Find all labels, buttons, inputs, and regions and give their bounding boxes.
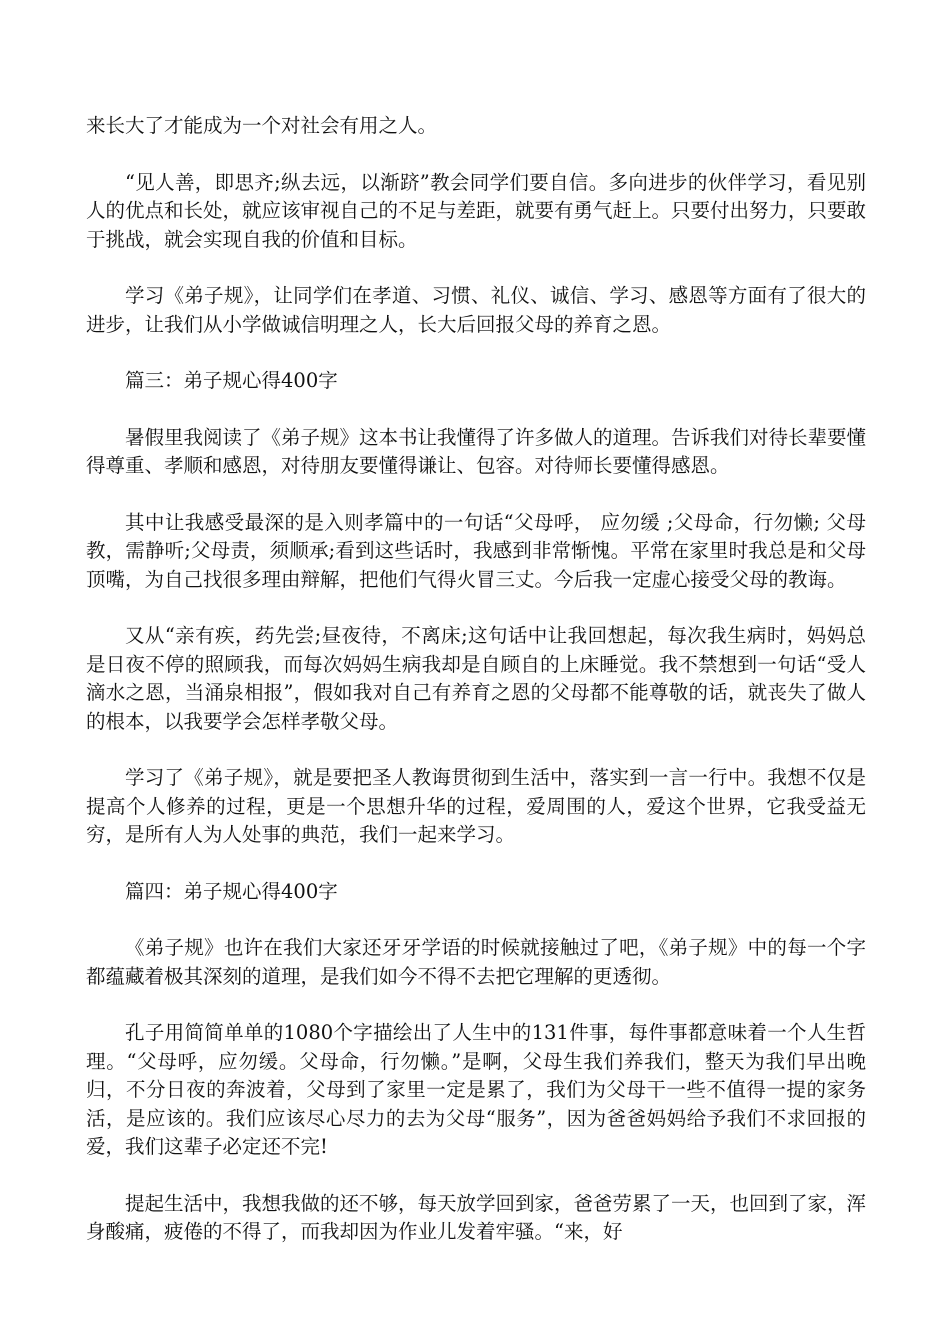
paragraph: 提起生活中，我想我做的还不够，每天放学回到家，爸爸劳累了一天，也回到了家，浑身酸痛，疲倦的不得了，而我却因为作业儿发着牢骚。“来，好 [86,1191,867,1243]
paragraph: 学习了《弟子规》，就是要把圣人教诲贯彻到生活中，落实到一言一行中。我想不仅是提高个人修养的过程，更是一个思想升华的过程，爱周围的人，爱这个世界，它我受益无穷，是所有人为人处事的典范，我们一起来学习。 [86,766,866,846]
section-heading: 篇四：弟子规心得400字 [125,879,338,903]
paragraph: 孔子用简简单单的1080个字描绘出了人生中的131件事，每件事都意味着一个人生哲理。“父母呼，应勿缓。父母命，行勿懒。”是啊，父母生我们养我们，整天为我们早出晚归，不分日夜的奔波着，父母到了家里一定是累了，我们为父母干一些不值得一提的家务活，是应该的。我们应该尽心尽力的去为父母“服务”，因为爸爸妈妈给予我们不求回报的爱，我们这辈子必定还不完! [86,1021,866,1158]
paragraph: 《弟子规》也许在我们大家还牙牙学语的时候就接触过了吧，《弟子规》中的每一个字都蕴藏着极其深刻的道理，是我们如今不得不去把它理解的更透彻。 [86,936,866,988]
document-page [86,112,866,1275]
paragraph: 暑假里我阅读了《弟子规》这本书让我懂得了许多做人的道理。告诉我们对待长辈要懂得尊重、孝顺和感恩，对待朋友要懂得谦让、包容。对待师长要懂得感恩。 [86,425,867,477]
paragraph: 学习《弟子规》，让同学们在孝道、习惯、礼仪、诚信、学习、感恩等方面有了很大的进步，让我们从小学做诚信明理之人，长大后回报父母的养育之恩。 [86,284,866,336]
paragraph: “见人善，即思齐;纵去远，以渐跻”教会同学们要自信。多向进步的伙伴学习，看见别人的优点和长处，就应该审视自己的不足与差距，就要有勇气赶上。只要付出努力，只要敢于挑战，就会实现自我的价值和目标。 [86,170,867,251]
paragraph: 其中让我感受最深的是入则孝篇中的一句话“父母呼， 应勿缓 ;父母命，行勿懒; 父母教，需静听;父母责，须顺承;看到这些话时，我感到非常惭愧。平常在家里时我总是和父母顶嘴，为自己找很多理由辩解，把他们气得火冒三丈。今后我一定虚心接受父母的教诲。 [86,510,866,591]
paragraph: 又从“亲有疾，药先尝;昼夜待，不离床;这句话中让我回想起，每次我生病时，妈妈总是日夜不停的照顾我，而每次妈妈生病我却是自顾自的上床睡觉。我不禁想到一句话“受人滴水之恩，当涌泉相报”，假如我对自己有养育之恩的父母都不能尊敬的话，就丧失了做人的根本，以我要学会怎样孝敬父母。 [86,624,866,733]
paragraph: 来长大了才能成为一个对社会有用之人。 [86,114,438,137]
section-heading: 篇三：弟子规心得400字 [125,369,338,392]
